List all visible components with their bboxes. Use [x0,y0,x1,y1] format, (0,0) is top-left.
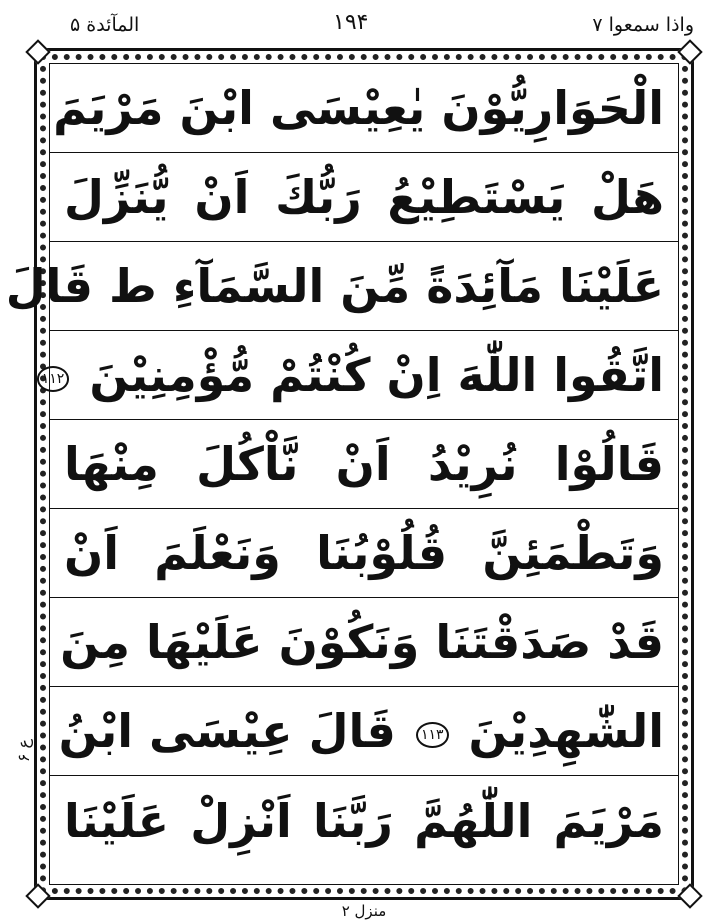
ayah-number-marker: ۱۱۳ [416,722,449,748]
verse-text: وَتَطْمَئِنَّ قُلُوْبُنَا وَنَعْلَمَ اَنْ [64,526,664,580]
verse-text: قَدْ صَدَقْتَنَا وَنَكُوْنَ عَلَيْهَا مِنَ [60,615,664,669]
verse-text: الْحَوَارِيُّوْنَ يٰعِيْسَى ابْنَ مَرْيَمَ [53,81,664,135]
verse-line-3 [5,242,678,331]
verse-line-8 [50,687,678,776]
verse-text: عَلَيْنَا مَآئِدَةً مِّنَ السَّمَآءِ ط قَالَ [5,259,664,313]
verse-line-5 [50,420,678,509]
ruku-margin-mark [12,732,36,768]
verse-text-with-marker [41,348,678,402]
verse-segment: الشّٰهِدِيْنَ [468,704,664,758]
manzil-footer: منزل ۲ [341,902,387,920]
page-number: ۱۹۴ [333,10,369,35]
verse-line-6 [50,509,678,598]
verse-line-2 [50,153,678,242]
verse-line-1 [50,64,678,153]
verse-text: هَلْ يَسْتَطِيْعُ رَبُّكَ اَنْ يُّنَزِّلَ [64,170,664,224]
verse-segment: اتَّقُوا اللّٰهَ اِنْ كُنْتُمْ مُّؤْمِنِيْنَ [89,348,664,402]
verse-line-4 [41,331,678,420]
verse-text-with-marker [50,704,678,758]
verse-segment: قَالَ عِيْسَى ابْنُ [58,704,396,758]
ruku-mark-text: عِ ۶ [14,738,34,762]
verse-line-9 [50,776,678,865]
page-header [0,10,728,48]
surah-name: المآئدة ۵ [70,14,140,36]
verse-text: مَرْيَمَ اللّٰهُمَّ رَبَّنَا اَنْزِلْ عَلَيْنَا [64,793,664,848]
ayah-number-marker: ۱۱۲ [37,366,70,392]
para-name: واذا سمعوا ۷ [592,14,694,36]
verse-text: قَالُوْا نُرِيْدُ اَنْ نَّاْكُلَ مِنْهَا [64,437,664,491]
verse-line-7 [50,598,678,687]
